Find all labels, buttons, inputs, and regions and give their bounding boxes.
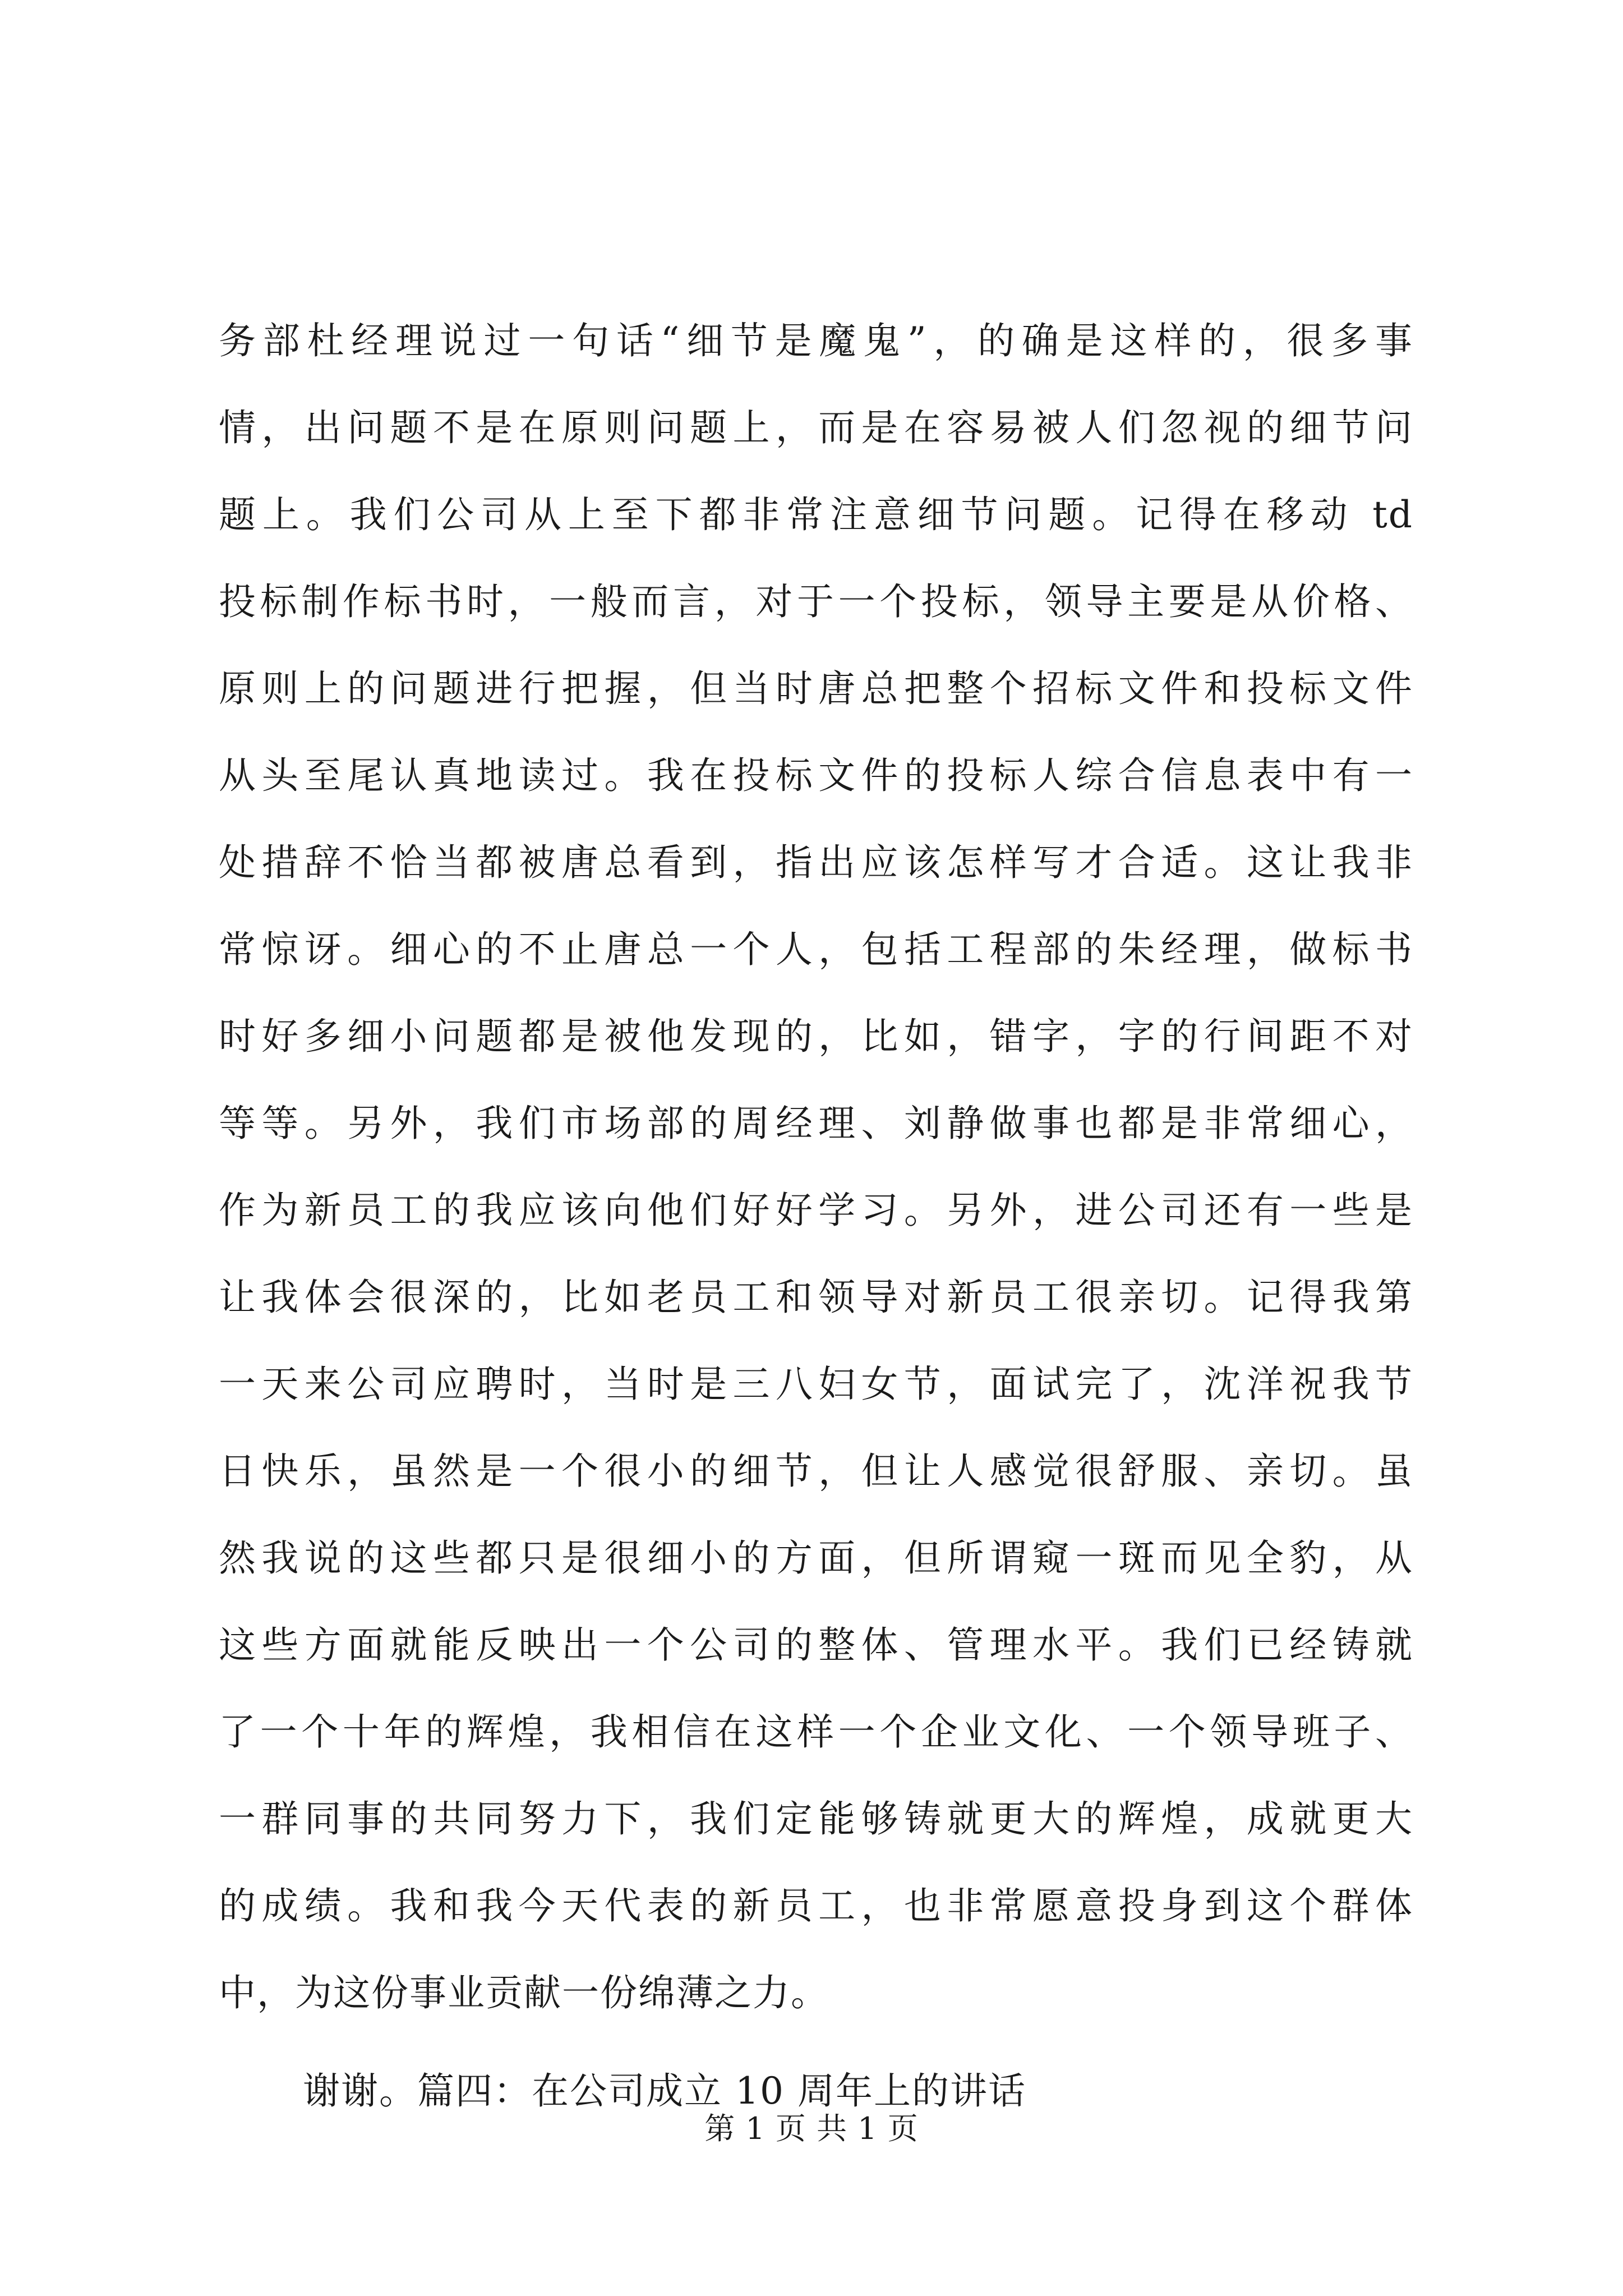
text-line: 投标制作标书时，一般而言，对于一个投标，领导主要是从价格、 <box>219 580 1413 623</box>
text-line: 的成绩。我和我今天代表的新员工，也非常愿意投身到这个群体 <box>219 1884 1413 1927</box>
text-line: 一群同事的共同努力下，我们定能够铸就更大的辉煌，成就更大 <box>219 1797 1413 1841</box>
text-line: 一天来公司应聘时，当时是三八妇女节，面试完了，沈洋祝我节 <box>219 1363 1413 1406</box>
text-line: 时好多细小问题都是被他发现的，比如，错字，字的行间距不对 <box>219 1015 1413 1058</box>
text-line: 原则上的问题进行把握，但当时唐总把整个招标文件和投标文件 <box>219 667 1413 710</box>
text-line: 从头至尾认真地读过。我在投标文件的投标人综合信息表中有一 <box>219 754 1413 797</box>
text-line: 务部杜经理说过一句话“细节是魔鬼”，的确是这样的，很多事 <box>219 319 1413 362</box>
text-line: 情，出问题不是在原则问题上，而是在容易被人们忽视的细节问 <box>219 406 1413 449</box>
text-line: 这些方面就能反映出一个公司的整体、管理水平。我们已经铸就 <box>219 1623 1413 1667</box>
text-line: 常惊讶。细心的不止唐总一个人，包括工程部的朱经理，做标书 <box>219 928 1413 971</box>
page-number-footer: 第 1 页 共 1 页 <box>704 2111 919 2146</box>
text-line: 中，为这份事业贡献一份绵薄之力。 <box>219 1971 829 2014</box>
text-line: 等等。另外，我们市场部的周经理、刘静做事也都是非常细心， <box>219 1102 1413 1145</box>
text-line: 让我体会很深的，比如老员工和领导对新员工很亲切。记得我第 <box>219 1276 1413 1319</box>
text-line: 作为新员工的我应该向他们好好学习。另外，进公司还有一些是 <box>219 1189 1413 1232</box>
closing-line: 谢谢。篇四：在公司成立 10 周年上的讲话 <box>303 2069 1026 2113</box>
text-line: 日快乐，虽然是一个很小的细节，但让人感觉很舒服、亲切。虽 <box>219 1450 1413 1493</box>
text-line: 题上。我们公司从上至下都非常注意细节问题。记得在移动 td <box>219 493 1413 536</box>
text-line: 处措辞不恰当都被唐总看到，指出应该怎样写才合适。这让我非 <box>219 841 1413 884</box>
document-body <box>219 297 1413 2134</box>
text-line: 了一个十年的辉煌，我相信在这样一个企业文化、一个领导班子、 <box>219 1710 1413 1754</box>
text-line: 然我说的这些都只是很细小的方面，但所谓窥一斑而见全豹，从 <box>219 1536 1413 1580</box>
